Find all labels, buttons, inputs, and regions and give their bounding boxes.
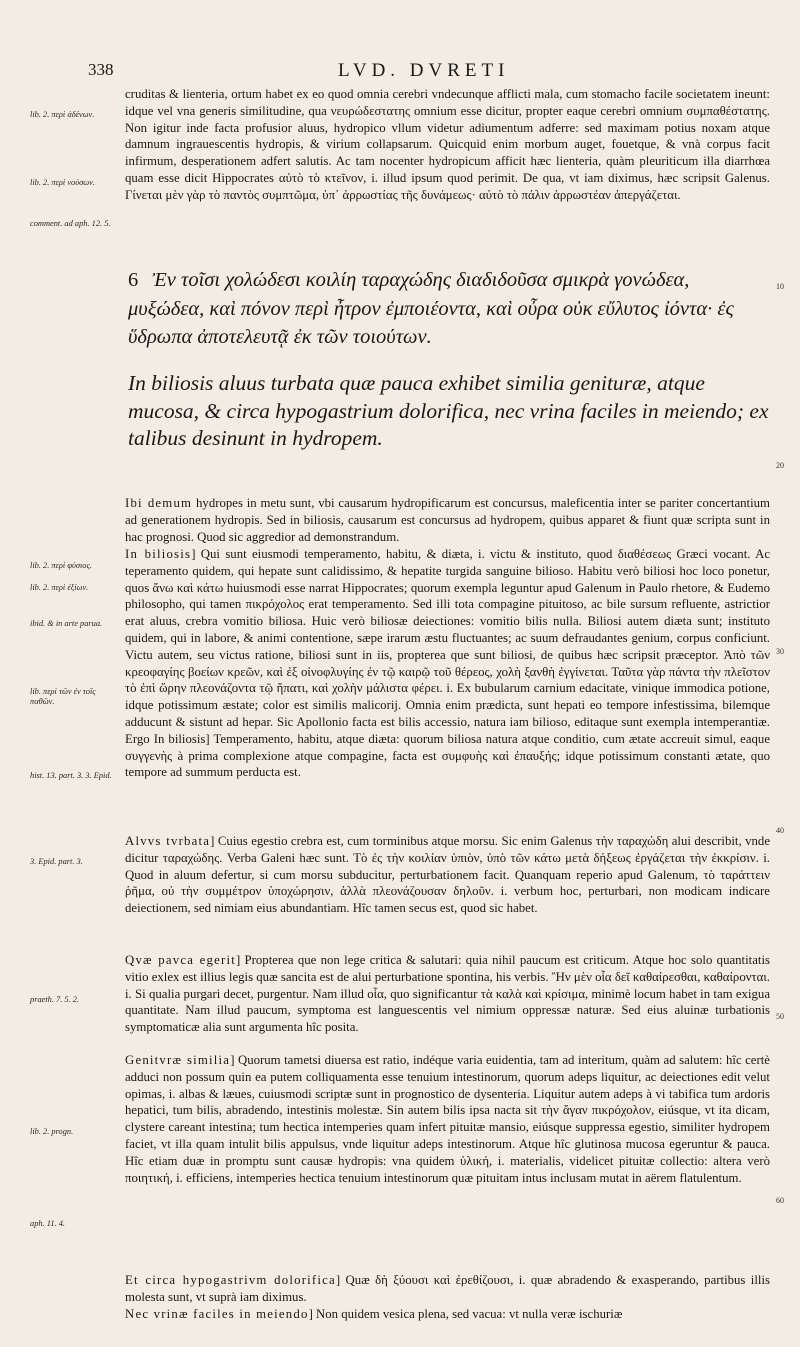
margin-note: comment. ad aph. 12. 5. — [30, 219, 111, 228]
aphorism-number: 6 — [128, 269, 139, 291]
paragraph — [125, 1306, 770, 1323]
line-number: 10 — [776, 282, 784, 291]
lemma: Alvvs tvrbata — [125, 834, 211, 848]
aphorism-greek-text: Ἐν τοῖσι χολώδεσι κοιλίη ταραχώδης διαδιδοῦσα σμικρὰ γονώδεα, μυξώδεα, καὶ πόνον περὶ ἦτρον ἐμποιέοντα, καὶ οὖρα οὐκ εὔλυτος ἰόντα· ἐς ὕδρωπα ἀποτελευτᾷ ἐκ τῶν τοιούτων. — [128, 269, 734, 348]
margin-note: lib. 2. περὶ ἀδένων. — [30, 110, 95, 119]
paragraph-text: ] Qui sunt eiusmodi temperamento, habitu, & diæta, i. victu & instituto, quod διαθέσεως Græci vocant. Ac teperamento quidem, qui hepate sunt calidissimo, & hepatite turgida sanguine bilioso. Habitu verò biliosi hoc loco ponetur, quos ἄνω καὶ κάτω huiusmodi esse narrat Hippocrates; quorum exempla leguntur apud Galenum in Paulo rhetore, & Eudemo philosopho, qui tamen πικρόχολος erat temperamento. Sed illi tota compagine pituitoso, ac bile sursum refluente, astrictior erat aluus, crebra vomitio biliosa. Huic verò biliosæ deiectiones: vomitio bilis nulla. Biliosi autem diæta sunt; instituto quidem, qui in labore, & animi contentione, sæpe irarum æstu fluctuantes; ac suum defraudantes genium, corpus conficiunt. Victu autem, seu victus ratione, biliosi sunt in iis, propterea que sunt biliosi, de quibus hæc scripsit præceptor. Ἀπὸ τῶν κρεοφαγίης βοείων κρεῶν, καὶ ἐξ οἰνοφλυγίης ἐν τῷ καιρῷ τοῦ θέρεος, χολὴ ξανθὴ ἐγγίνεται. Ταῦτα γὰρ πάντα τὴν πλεῖστον τὸ ἐπὶ ὥρην πλεονάζοντα τῷ ἥπατι, καὶ χολὴν μάλιστα φέρει. i. Ex bubularum carnium edacitate, vinique immodica potione, idque potissimum æstate; color est similis malicorij. Omnia enim prædicta, sunt hepati eo tempore infestissima, bilemque adducunt & sistunt ad hepar. Sic Apollonio facta est bilis accessio, natura iam bilioso, editaque sunt exempla intemperantiæ. Ergo In biliosis] Temperamento, habitu, atque diæta: quorum biliosa natura atque conditio, cum ætate accreuit simul, eaque συγγενὴς à prima complexione atque compagine, facta est συμφυὴς καὶ ἐπαυξής; idque potissimum constanti ætate, quo tempore ad summum perducta est. — [125, 547, 770, 780]
paragraph-text: ] Quæ δὴ ξύουσι καὶ ἐρεθίζουσι, i. quæ abradendo & exasperando, partibus illis molesta sunt, vt suprà iam diximus. — [125, 1273, 770, 1304]
lemma: In biliosis — [125, 547, 192, 561]
aphorism-greek — [128, 266, 770, 352]
lemma: Genitvræ similia — [125, 1053, 231, 1067]
margin-note: lib. περὶ τῶν ἐν τοῖς παθῶν. — [30, 687, 96, 706]
line-number: 20 — [776, 461, 784, 470]
line-number: 40 — [776, 826, 784, 835]
lemma: Et circa hypogastrivm dolorifica — [125, 1273, 336, 1287]
margin-note: lib. 2. περὶ ἐξίων. — [30, 583, 89, 592]
margin-note: praeth. 7. 5. 2. — [30, 995, 80, 1004]
running-title: LVD. DVRETI — [338, 60, 510, 81]
paragraph: cruditas & lienteria, ortum habet ex eo quod omnia cerebri vndecunque afflicti mala, cum stomacho facile societatem ineunt: idque vel vna generis similitudine, qua νευρώδεστατης omnium esse dicitur, propter eaque cerebri omnium συμπαθέστατης. Non igitur inde facta profusior aluus, hydropico vllum videtur adiumentum adferre: sed maximam potius noxam atque damnum ingrauescentis hydropis, & virium collapsarum. Quicquid enim morbum auget, fouetque, & vnà corpus facit infirmum, desperationem adfert salutis. Ac tam nocenter hydropicum afficit hæc lienteria, quàm pleuriticum illa diarrhœa quam esse dicit Hippocrates αὐτὸ τὸ κτεῖνον, i. illud ipsum quod perimit. De qua, vt iam diximus, hæc scripsit Galenus. Γίνεται μὲν γὰρ τὸ παντὸς συμπτῶμα, ὑπ᾽ ἀρρωστίας τῆς δυνάμεως· αὐτὸ τὸ πάλιν ἀρρωστέαν ἀπεργάζεται. — [125, 87, 770, 202]
paragraph — [125, 546, 770, 781]
paragraph — [125, 495, 770, 545]
page-header — [0, 60, 800, 82]
paragraph-text: hydropes in metu sunt, vbi causarum hydropificarum est concursus, maleficentia inter se pariter concertantium ad generationem hydropis. Sed in biliosis, causarum est concursus ad hydropem, quibus apparet & fiunt quæ scripta sunt in hac prognosi. Quod sic aggredior ad demonstrandum. — [125, 496, 771, 544]
paragraph-text: ] Propterea que non lege critica & salutari: quia nihil paucum est criticum. Atque hoc solo quantitatis vitio exlex est illius legis quæ sancita est de alui perturbatione spontina, his verbis. Ἢν μὲν οἷα δεῖ καθαίρεσθαι, καθαίρονται. i. Si qualia purgari decet, purgentur. Nam illud οἷα, quo significantur τὰ καλὰ καὶ κρίσιμα, minimè locum habet in tam exigua quantitate. Nam illud paucum, symptoma est languescentis vel nimium oppressæ naturæ. Sed eius aluinæ turbationis symptomaticæ alia sunt argumenta hîc posita. — [125, 953, 770, 1035]
margin-note: ibid. & in arte parua. — [30, 619, 103, 628]
margin-note: lib. 2. περὶ φύσιος. — [30, 561, 92, 570]
lemma: Ibi demum — [125, 496, 193, 510]
margin-note: hist. 13. part. 3. 3. Epid. — [30, 771, 112, 780]
margin-note: aph. 11. 4. — [30, 1219, 65, 1228]
line-number: 60 — [776, 1196, 784, 1205]
lemma: Qvæ pavca egerit — [125, 953, 236, 967]
paragraph-text: ] Cuius egestio crebra est, cum torminibus atque morsu. Sic enim Galenus τὴν ταραχώδη alui describit, vnde dicitur ταραχώδης. Verba Galeni hæc sunt. Τὸ ἐς τὴν κοιλίαν ὑπιὸν, ὑπὸ τῶν κάτω μετὰ δήξεως ἐργάζεται τὴν ἐκκρίσιν. i. Quod in aluum defertur, si cum morsu subducitur, perturbationem facit. Quanquam reperio apud Galenum, τὸ ταράττειν ῥῆμα, οὐ τὴν συμμέτρον ὑποχώρησιν, ἀλλὰ πλεονάζουσαν δηλοῦν. i. verbum hoc, perturbari, non modicam indicare deiectionem, sed nimiam eius abundantiam. Hîc tamen secus est, quod sic habet. — [125, 834, 770, 916]
paragraph-text: ] Quorum tametsi diuersa est ratio, indéque varia euidentia, tam ad interitum, quàm ad salutem: hîc certè adduci non possum quin ea putem colliquamenta esse tenuium intestinorum, quorum adeps liquitur, ac deiectiones edit velut opimas, i. albas & læues, cuiusmodi scriptæ sunt in prognostico de dysenteria. Liquitur autem adeps à vi tabifica tum ardoris hepatici, tum bilis, abradendo, intestinis molestæ. Sin autem bilis ipsa nacta sit τὴν ἄγαν πικρόχολον, eiúsque, vt ita dicam, clystere careant intestina; tum hectica intemperies quam infert pituitæ mansio, eiúsque suppressa egestio, similiter hydropem faciet, vt illa quam intulit bilis appulsus, vnde liquitur adeps intestinorum. Atque hîc glutinosa mucosa egeruntur & pauca. Hîc etiam duæ in promptu sunt causæ hydropis: vna quidem ὑλική, i. materialis, videlicet pituitæ collectio: altera verò ποιητική, i. efficiens, intemperies hectica tenuium intestinorum quæ pituitam intus inclusam mutat in aërem flatulentum. — [125, 1053, 770, 1185]
paragraph — [125, 833, 770, 917]
paragraph — [125, 952, 770, 1036]
aphorism-latin: In biliosis aluus turbata quæ pauca exhibet similia genituræ, atque mucosa, & circa hypogastrium dolorifica, nec vrina faciles in meiendo; ex talibus desinunt in hydropem. — [128, 371, 769, 450]
page-number: 338 — [88, 60, 114, 79]
line-number: 50 — [776, 1012, 784, 1021]
paragraph-text: ] Non quidem vesica plena, sed vacua: vt nulla veræ ischuriæ — [308, 1307, 623, 1321]
line-number: 30 — [776, 647, 784, 656]
paragraph — [125, 1272, 770, 1306]
margin-note: 3. Epid. part. 3. — [30, 857, 83, 866]
margin-note: lib. 2. περὶ νούσων. — [30, 178, 95, 187]
paragraph — [125, 1052, 770, 1186]
lemma: Nec vrinæ faciles in meiendo — [125, 1307, 309, 1321]
margin-note: lib. 2. progn. — [30, 1127, 74, 1136]
